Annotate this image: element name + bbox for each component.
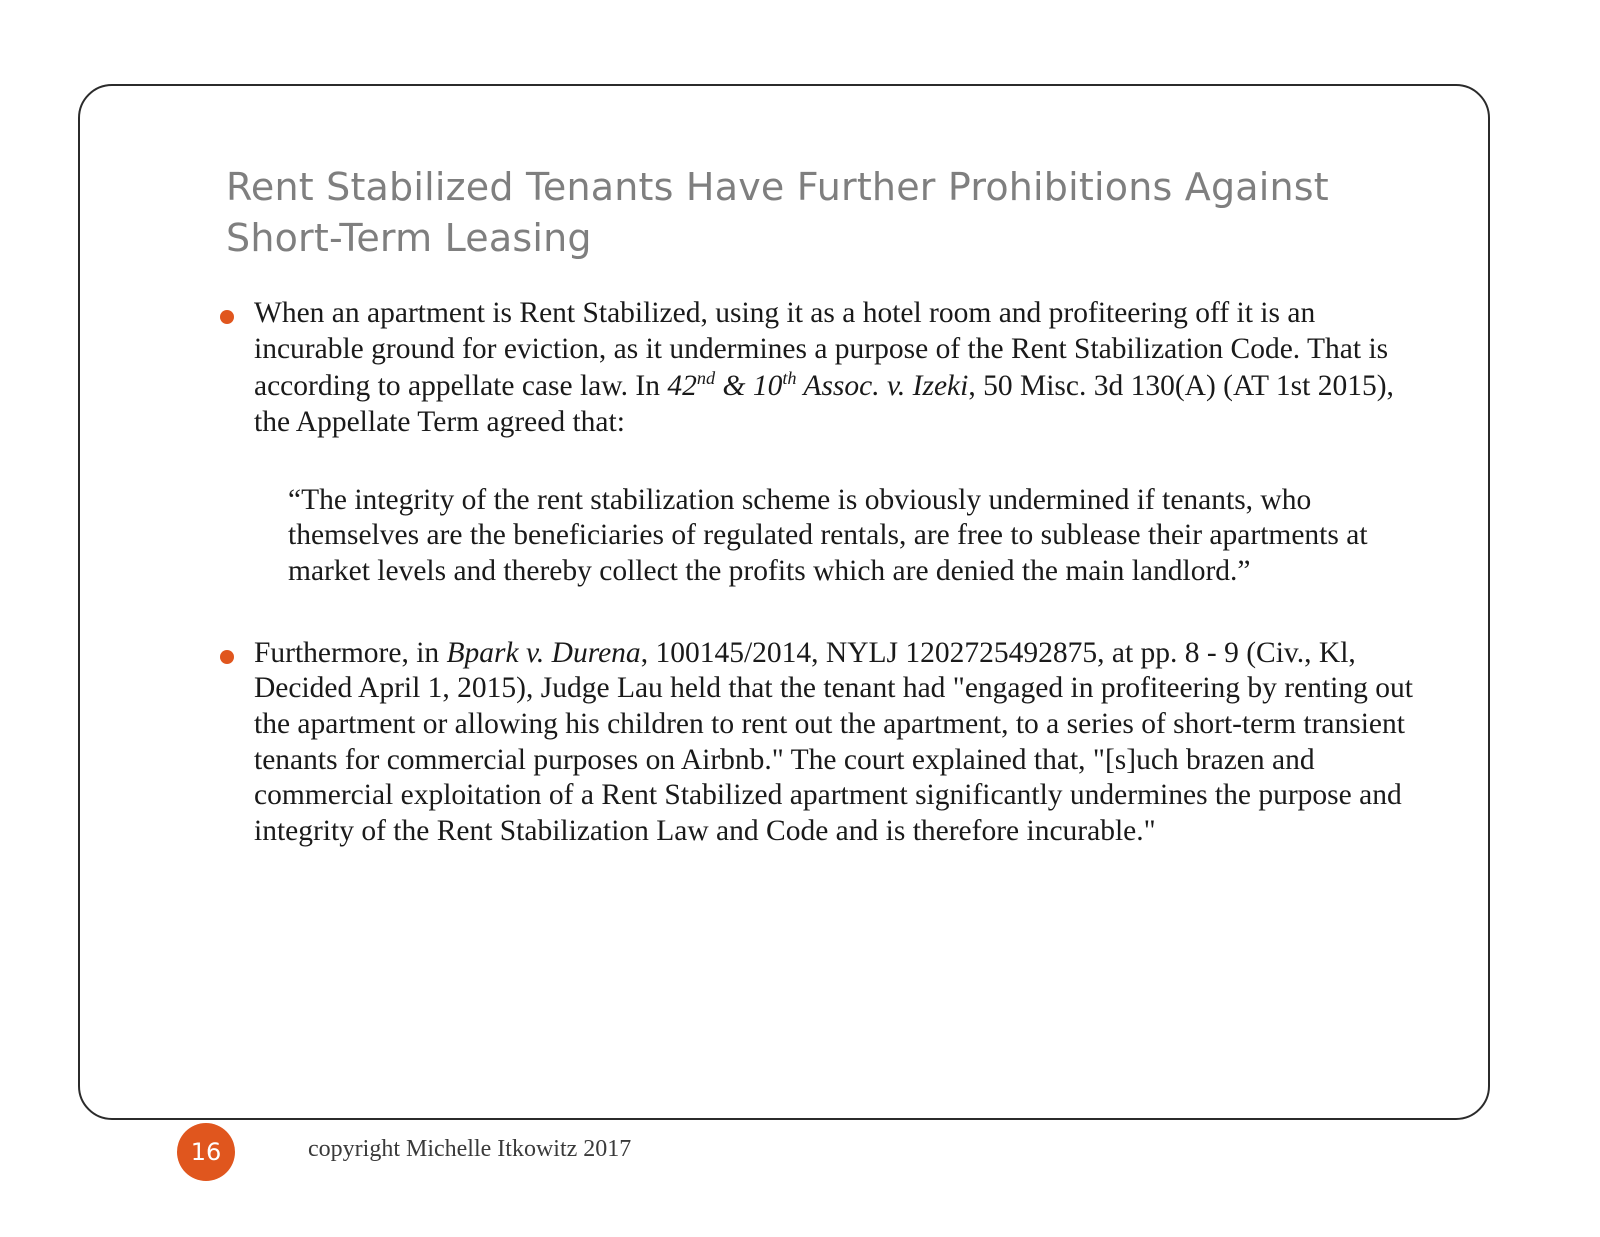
bullet-2-part-a: Furthermore, in (254, 636, 447, 669)
bullet-1-part-b: , 50 Misc. 3d 130(A) (AT 1st 2015), the Appellate Term agreed that: (254, 370, 1394, 438)
bullet-dot-icon (220, 650, 234, 664)
slide-frame (78, 84, 1490, 1166)
block-quote: “The integrity of the rent stabilization scheme is obviously undermined if tenants, who themselves are the beneficiaries of regulated rentals, are free to sublease their apartments at market levels and thereby collect the profits which are denied the main landlord.” (288, 483, 1368, 587)
copyright-notice: copyright Michelle Itkowitz 2017 (308, 1136, 632, 1162)
slide-body (220, 296, 1430, 850)
page-number-badge: 16 (177, 1123, 235, 1181)
list-item (220, 296, 1430, 441)
bullet-2-part-b: , 100145/2014, NYLJ 1202725492875, at pp. 8 - 9 (Civ., Kl, Decided April 1, 2015), Judge Lau held that the tenant had "engaged in profiteering by renting out the apartment or allowing his children to rent out the apartment, to a series of short-term transient tenants for commercial purposes on Airbnb." The court explained that, "[s]uch brazen and commercial exploitation of a Rent Stabilized apartment significantly undermines the purpose and integrity of the Rent Stabilization Law and Code and is therefore incurable." (254, 636, 1413, 848)
bullet-1-text (254, 296, 1430, 441)
list-item (220, 636, 1430, 850)
page-title: Rent Stabilized Tenants Have Further Prohibitions Against Short-Term Leasing (226, 165, 1329, 260)
bullet-1-part-a: When an apartment is Rent Stabilized, using it as a hotel room and profiteering off it is an incurable ground for eviction, as it undermines a purpose of the Rent Stabilization Code. That is according to appellate case law. In (254, 297, 1389, 403)
bullet-1-case-citation: 42nd & 10th Assoc. v. Izeki (667, 368, 969, 403)
bullet-dot-icon (220, 310, 234, 324)
bullet-2-text (254, 636, 1430, 850)
bullet-2-case-citation: Bpark v. Durena (446, 636, 641, 669)
